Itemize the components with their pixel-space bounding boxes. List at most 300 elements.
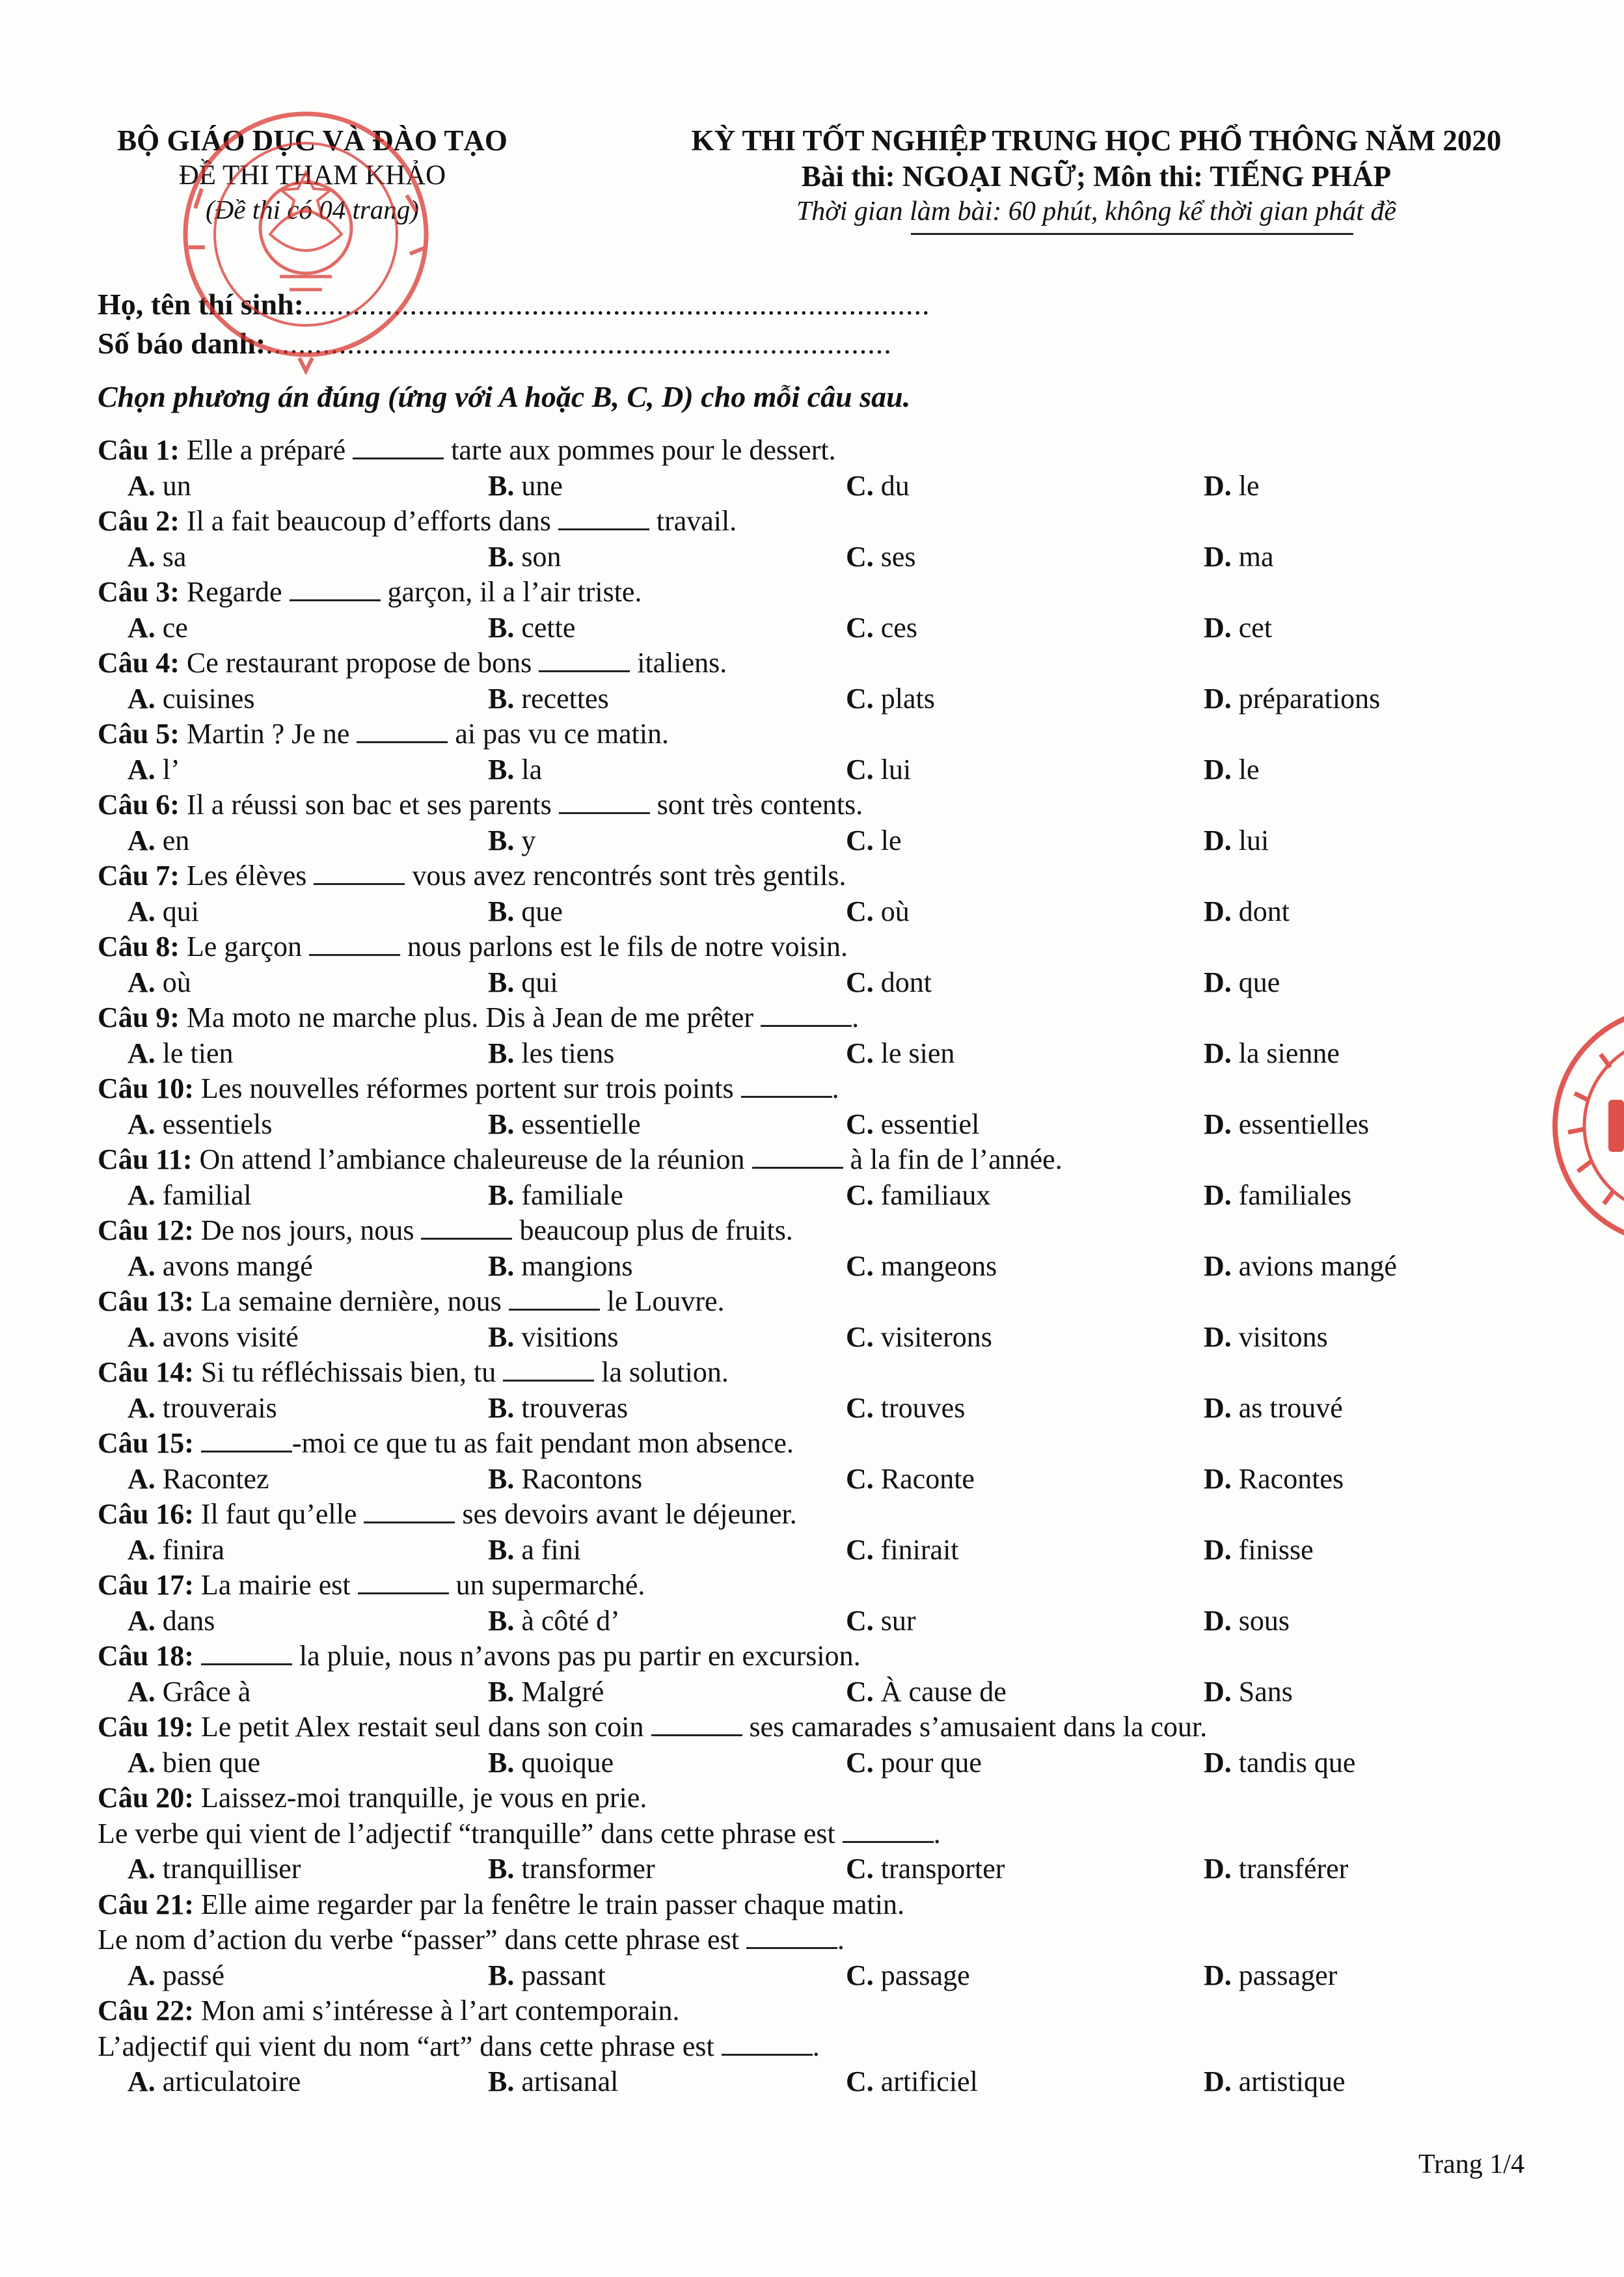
option-text: finirait — [880, 1533, 959, 1566]
option-letter: A. — [128, 1179, 156, 1211]
option-text: ses — [880, 540, 916, 573]
question-number: Câu 17: — [98, 1569, 194, 1601]
option-letter: D. — [1204, 1853, 1232, 1885]
answer-option[interactable] — [128, 1391, 277, 1426]
question-text-before: Les nouvelles réformes portent sur trois points — [193, 1072, 741, 1104]
answer-option[interactable] — [1204, 1674, 1293, 1710]
option-letter: C. — [846, 1249, 874, 1282]
answer-option[interactable] — [488, 2064, 618, 2100]
option-letter: D. — [1204, 1746, 1232, 1779]
question-text-before: Ce restaurant propose de bons — [179, 647, 539, 679]
question-number: Câu 2: — [98, 505, 180, 537]
option-text: le — [1238, 469, 1260, 502]
question-item — [98, 1639, 1562, 1710]
answer-option[interactable] — [488, 681, 609, 717]
answer-options — [98, 1958, 1562, 1994]
name-dots: ............................................................................. — [303, 288, 930, 321]
answer-option[interactable] — [846, 1178, 990, 1214]
answer-option[interactable] — [1204, 1851, 1348, 1887]
option-text: ce — [162, 611, 188, 644]
question-stem — [98, 575, 1562, 610]
option-text: où — [880, 895, 910, 927]
option-letter: B. — [488, 2066, 515, 2097]
pages-note: (Đề thi có 04 trang) — [206, 195, 419, 225]
option-letter: C. — [846, 469, 874, 502]
header-right — [625, 122, 1568, 235]
answer-option[interactable] — [128, 894, 199, 930]
question-text-before: Martin ? Je ne — [179, 718, 357, 750]
question-number: Câu 15: — [98, 1427, 194, 1459]
answer-option[interactable] — [846, 1462, 975, 1497]
option-text: transformer — [521, 1853, 655, 1885]
question-number: Câu 20: — [98, 1782, 194, 1814]
question-stem — [98, 1213, 1562, 1249]
answer-option[interactable] — [128, 1249, 313, 1285]
option-text: avons mangé — [162, 1249, 313, 1282]
answer-options — [98, 1462, 1562, 1497]
question-number: Câu 1: — [98, 434, 180, 466]
option-text: as trouvé — [1238, 1391, 1343, 1424]
answer-option[interactable] — [846, 823, 902, 859]
option-text: a fini — [521, 1533, 581, 1566]
answer-option[interactable] — [846, 681, 935, 717]
answer-blank — [746, 1922, 837, 1949]
option-letter: B. — [488, 966, 515, 998]
option-letter: A. — [128, 1108, 156, 1140]
option-letter: D. — [1204, 1462, 1232, 1495]
option-letter: B. — [488, 895, 515, 927]
option-letter: A. — [128, 966, 156, 998]
question-stem — [98, 1284, 1562, 1320]
option-letter: C. — [846, 895, 874, 927]
answer-option[interactable] — [128, 681, 255, 717]
question-text-after: . — [852, 1002, 859, 1033]
question-number: Câu 3: — [98, 576, 180, 608]
answer-option[interactable] — [1204, 752, 1260, 788]
answer-option[interactable] — [1204, 1107, 1369, 1143]
option-text: avions mangé — [1238, 1249, 1397, 1282]
option-text: qui — [162, 895, 200, 927]
answer-option[interactable] — [1204, 469, 1260, 504]
option-text: sous — [1238, 1604, 1290, 1637]
option-text: lui — [880, 753, 912, 785]
question-list — [98, 433, 1562, 2100]
question-text-before: Il a réussi son bac et ses parents — [179, 789, 559, 821]
option-letter: C. — [846, 682, 874, 715]
question-prompt-before: Le verbe qui vient de l’adjectif “tranquille” dans cette phrase est — [98, 1817, 843, 1849]
answer-blank — [201, 1426, 292, 1452]
option-text: cuisines — [162, 682, 255, 715]
answer-option[interactable] — [128, 1036, 234, 1072]
question-text-before: Laissez-moi tranquille, je vous en prie. — [193, 1782, 647, 1814]
option-text: artistique — [1238, 2066, 1346, 2097]
option-text: quoique — [521, 1746, 614, 1779]
answer-option[interactable] — [128, 1533, 224, 1568]
question-item — [98, 1887, 1562, 1994]
question-prompt-before: Le nom d’action du verbe “passer” dans cette phrase est — [98, 1924, 746, 1956]
question-text-after: la pluie, nous n’avons pas pu partir en excursion. — [291, 1640, 861, 1672]
answer-option[interactable] — [488, 752, 542, 788]
answer-option[interactable] — [128, 1603, 215, 1639]
option-letter: D. — [1204, 1108, 1232, 1140]
option-letter: C. — [846, 824, 874, 856]
answer-option[interactable] — [846, 1391, 965, 1426]
question-text-before — [194, 1640, 201, 1672]
question-stem — [98, 858, 1562, 894]
option-text: Racontes — [1238, 1462, 1344, 1495]
question-text-after: italiens. — [630, 647, 727, 679]
answer-options — [98, 1249, 1562, 1285]
time-note: Thời gian làm bài: 60 phút, không kể thời gian phát đề — [796, 197, 1397, 226]
answer-blank — [843, 1816, 934, 1843]
question-text-after: beaucoup plus de fruits. — [512, 1214, 793, 1246]
question-text-after: tarte aux pommes pour le dessert. — [444, 434, 836, 466]
option-text: Grâce à — [162, 1675, 251, 1708]
answer-option[interactable] — [128, 965, 191, 1001]
answer-option[interactable] — [128, 539, 186, 575]
question-item — [98, 1780, 1562, 1887]
option-letter: A. — [128, 1037, 156, 1069]
option-text: du — [880, 469, 910, 502]
answer-option[interactable] — [1204, 1533, 1314, 1568]
option-letter: C. — [846, 1391, 874, 1424]
question-stem — [98, 1071, 1562, 1107]
option-letter: D. — [1204, 753, 1232, 785]
answer-option[interactable] — [128, 2064, 301, 2100]
answer-option[interactable] — [846, 965, 932, 1001]
option-letter: B. — [488, 1746, 515, 1779]
answer-blank — [201, 1639, 292, 1665]
answer-option[interactable] — [488, 823, 535, 859]
answer-options — [98, 1107, 1562, 1143]
option-text: bien que — [162, 1746, 261, 1779]
option-letter: C. — [846, 753, 874, 785]
option-text: la sienne — [1238, 1037, 1340, 1069]
option-letter: B. — [488, 1533, 515, 1566]
option-letter: A. — [128, 824, 156, 856]
question-number: Câu 7: — [98, 860, 180, 892]
question-item — [98, 1213, 1562, 1284]
option-text: artisanal — [521, 2066, 619, 2097]
answer-option[interactable] — [128, 1851, 301, 1887]
option-text: avons visité — [162, 1320, 299, 1353]
option-text: sur — [880, 1604, 916, 1637]
answer-option[interactable] — [846, 1036, 954, 1072]
header-left — [78, 122, 547, 226]
option-letter: B. — [488, 753, 515, 785]
question-number: Câu 13: — [98, 1285, 194, 1317]
option-text: les tiens — [521, 1037, 615, 1069]
option-letter: D. — [1204, 611, 1232, 644]
option-letter: B. — [488, 1179, 515, 1211]
answer-blank — [539, 646, 630, 672]
answer-option[interactable] — [1204, 2064, 1346, 2100]
question-stem — [98, 929, 1562, 965]
option-letter: C. — [846, 1604, 874, 1637]
candidate-id-field[interactable] — [98, 324, 892, 363]
header-rule — [911, 233, 1353, 235]
answer-option[interactable] — [1204, 1320, 1328, 1356]
answer-option[interactable] — [488, 1603, 620, 1639]
answer-options — [98, 752, 1562, 788]
option-letter: C. — [846, 1675, 874, 1708]
answer-option[interactable] — [846, 1533, 959, 1568]
answer-option[interactable] — [488, 1462, 642, 1497]
answer-option[interactable] — [1204, 965, 1280, 1001]
option-letter: D. — [1204, 1391, 1232, 1424]
question-number: Câu 11: — [98, 1143, 193, 1175]
question-stem — [98, 1780, 1562, 1816]
answer-option[interactable] — [488, 1320, 619, 1356]
option-letter: B. — [488, 1604, 515, 1637]
answer-option[interactable] — [488, 894, 563, 930]
answer-option[interactable] — [1204, 681, 1380, 717]
question-stem — [98, 1000, 1562, 1036]
question-stem — [98, 716, 1562, 752]
answer-option[interactable] — [488, 1674, 604, 1710]
option-letter: C. — [846, 1320, 874, 1353]
option-text: À cause de — [880, 1675, 1007, 1708]
option-text: finisse — [1238, 1533, 1314, 1566]
answer-options — [98, 610, 1562, 646]
answer-option[interactable] — [488, 1107, 641, 1143]
question-number: Câu 16: — [98, 1498, 194, 1530]
option-text: à côté d’ — [521, 1604, 620, 1637]
answer-option[interactable] — [128, 823, 189, 859]
option-letter: A. — [128, 1391, 156, 1424]
answer-option[interactable] — [1204, 1603, 1290, 1639]
option-text: visitions — [521, 1320, 619, 1353]
question-number: Câu 12: — [98, 1214, 194, 1246]
answer-option[interactable] — [1204, 539, 1274, 575]
option-letter: B. — [488, 1108, 515, 1140]
answer-option[interactable] — [1204, 823, 1269, 859]
question-stem — [98, 1710, 1562, 1745]
exam-kind: ĐỀ THI THAM KHẢO — [178, 160, 446, 191]
answer-option[interactable] — [128, 1462, 269, 1497]
answer-options — [98, 894, 1562, 930]
option-text: lui — [1238, 824, 1269, 856]
answer-option[interactable] — [128, 1107, 272, 1143]
answer-option[interactable] — [488, 1745, 614, 1781]
answer-option[interactable] — [128, 469, 191, 504]
question-item — [98, 646, 1562, 716]
question-item — [98, 504, 1562, 575]
option-letter: C. — [846, 1533, 874, 1566]
question-item — [98, 1284, 1562, 1355]
option-letter: A. — [128, 682, 156, 715]
question-text-after: ai pas vu ce matin. — [448, 718, 670, 750]
question-stem — [98, 787, 1562, 823]
answer-option[interactable] — [128, 1674, 250, 1710]
answer-blank — [309, 929, 400, 956]
option-letter: D. — [1204, 824, 1232, 856]
ministry-name: BỘ GIÁO DỤC VÀ ĐÀO TẠO — [117, 124, 508, 157]
question-prompt-after: . — [837, 1924, 845, 1956]
question-number: Câu 10: — [98, 1072, 194, 1104]
question-stem — [98, 1887, 1562, 1923]
answer-option[interactable] — [846, 894, 910, 930]
answer-option[interactable] — [1204, 894, 1290, 930]
answer-option[interactable] — [1204, 1958, 1337, 1994]
answer-options — [98, 965, 1562, 1001]
answer-blank — [761, 1000, 852, 1027]
option-text: passant — [521, 1959, 606, 1991]
candidate-name-label: Họ, tên thí sinh: — [98, 288, 304, 321]
option-text: le — [1238, 753, 1260, 785]
answer-blank — [503, 1355, 594, 1382]
answer-option[interactable] — [846, 1745, 982, 1781]
answer-options — [98, 823, 1562, 859]
question-text-before: Elle aime regarder par la fenêtre le train passer chaque matin. — [193, 1888, 904, 1920]
answer-option[interactable] — [846, 1603, 916, 1639]
option-letter: A. — [128, 753, 156, 785]
answer-blank — [357, 716, 448, 743]
answer-option[interactable] — [1204, 1745, 1355, 1781]
answer-options — [98, 469, 1562, 504]
answer-options — [98, 681, 1562, 717]
question-number: Câu 18: — [98, 1640, 194, 1672]
option-text: trouves — [880, 1391, 966, 1424]
answer-option[interactable] — [488, 469, 563, 504]
option-text: visitons — [1238, 1320, 1328, 1353]
question-item — [98, 1071, 1562, 1142]
question-number: Câu 5: — [98, 718, 180, 750]
answer-option[interactable] — [488, 1958, 606, 1994]
option-letter: B. — [488, 1462, 515, 1495]
option-letter: D. — [1204, 1249, 1232, 1282]
option-text: recettes — [521, 682, 609, 715]
question-item — [98, 1000, 1562, 1071]
answer-option[interactable] — [846, 1249, 997, 1285]
answer-option[interactable] — [1204, 1462, 1344, 1497]
question-item — [98, 1355, 1562, 1426]
exam-title: KỲ THI TỐT NGHIỆP TRUNG HỌC PHỔ THÔNG NĂM 2020 — [691, 124, 1502, 157]
option-letter: D. — [1204, 1533, 1232, 1566]
option-letter: A. — [128, 2066, 156, 2097]
answer-blank — [509, 1284, 600, 1311]
answer-blank — [559, 787, 650, 814]
answer-option[interactable] — [488, 610, 575, 646]
answer-option[interactable] — [846, 469, 910, 504]
answer-option[interactable] — [846, 1320, 992, 1356]
option-text: Sans — [1238, 1675, 1293, 1708]
option-text: la — [521, 753, 543, 785]
answer-blank — [364, 1497, 455, 1523]
answer-option[interactable] — [846, 539, 916, 575]
answer-option[interactable] — [488, 1533, 581, 1568]
option-letter: D. — [1204, 895, 1232, 927]
option-letter: C. — [846, 1108, 874, 1140]
option-text: transférer — [1238, 1853, 1349, 1885]
answer-option[interactable] — [846, 1851, 1005, 1887]
option-letter: A. — [128, 895, 156, 927]
answer-option[interactable] — [488, 1249, 632, 1285]
question-text-after: ses camarades s’amusaient dans la cour. — [742, 1711, 1208, 1743]
option-letter: B. — [488, 1391, 515, 1424]
question-number: Câu 21: — [98, 1888, 194, 1920]
answer-option[interactable] — [128, 1320, 299, 1356]
question-text-before: Ma moto ne marche plus. Dis à Jean de me prêter — [179, 1002, 761, 1033]
answer-option[interactable] — [128, 1958, 224, 1994]
question-item — [98, 1142, 1562, 1213]
option-letter: A. — [128, 469, 156, 502]
answer-option[interactable] — [128, 1745, 260, 1781]
question-item — [98, 929, 1562, 1000]
answer-option[interactable] — [1204, 1036, 1340, 1072]
question-stem — [98, 433, 1562, 469]
answer-option[interactable] — [1204, 1178, 1351, 1214]
candidate-name-field[interactable] — [98, 285, 930, 324]
option-letter: C. — [846, 1037, 874, 1069]
question-prompt-after: . — [933, 1817, 941, 1849]
option-text: visiterons — [880, 1320, 992, 1353]
option-letter: D. — [1204, 966, 1232, 998]
answer-option[interactable] — [846, 610, 917, 646]
id-dots: ............................................................................. — [265, 327, 892, 360]
option-text: Racontons — [521, 1462, 643, 1495]
option-text: en — [162, 824, 190, 856]
answer-option[interactable] — [846, 1674, 1007, 1710]
answer-option[interactable] — [128, 1178, 252, 1214]
option-text: l’ — [162, 753, 180, 785]
option-text: sa — [162, 540, 187, 573]
option-letter: B. — [488, 1959, 515, 1991]
option-text: le sien — [880, 1037, 955, 1069]
answer-option[interactable] — [128, 610, 188, 646]
question-text-before: Regarde — [179, 576, 290, 608]
question-text-after: la solution. — [594, 1356, 729, 1388]
answer-options — [98, 1851, 1562, 1887]
option-text: passager — [1238, 1959, 1338, 1991]
question-number: Câu 19: — [98, 1711, 194, 1743]
answer-option[interactable] — [1204, 1249, 1397, 1285]
answer-option[interactable] — [488, 1391, 628, 1426]
question-stem — [98, 646, 1562, 681]
option-text: Malgré — [521, 1675, 604, 1708]
answer-option[interactable] — [846, 2064, 978, 2100]
answer-option[interactable] — [1204, 610, 1272, 646]
option-letter: A. — [128, 1249, 156, 1282]
answer-option[interactable] — [488, 965, 558, 1001]
answer-option[interactable] — [846, 1107, 979, 1143]
answer-option[interactable] — [488, 1178, 623, 1214]
option-letter: C. — [846, 1959, 874, 1991]
question-text-before: Elle a préparé — [179, 434, 353, 466]
answer-option[interactable] — [488, 539, 561, 575]
option-letter: B. — [488, 469, 515, 502]
answer-option[interactable] — [128, 752, 180, 788]
question-text-after: ses devoirs avant le déjeuner. — [455, 1498, 797, 1530]
answer-option[interactable] — [488, 1851, 655, 1887]
option-text: une — [521, 469, 563, 502]
option-letter: C. — [846, 1853, 874, 1885]
question-stem — [98, 1639, 1562, 1674]
option-letter: A. — [128, 1675, 156, 1708]
answer-option[interactable] — [846, 752, 911, 788]
question-text-after: sont très contents. — [649, 789, 863, 821]
answer-option[interactable] — [488, 1036, 614, 1072]
option-text: familiaux — [880, 1179, 991, 1211]
question-text-before: La mairie est — [193, 1569, 358, 1601]
question-item — [98, 716, 1562, 787]
answer-blank — [752, 1142, 843, 1169]
answer-options — [98, 1036, 1562, 1072]
answer-option[interactable] — [1204, 1391, 1343, 1426]
option-text: familiale — [521, 1179, 623, 1211]
answer-option[interactable] — [846, 1958, 970, 1994]
option-letter: A. — [128, 1462, 156, 1495]
